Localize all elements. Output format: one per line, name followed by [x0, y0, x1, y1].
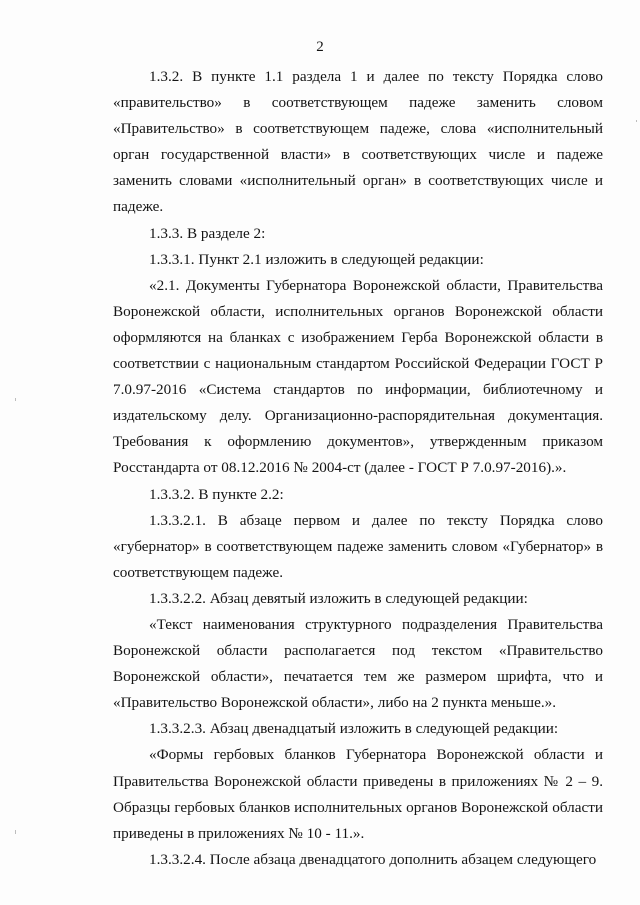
- scan-artifact: [15, 398, 16, 401]
- paragraph-1-3-3-2: 1.3.3.2. В пункте 2.2:: [149, 485, 284, 503]
- page-number: 2: [316, 39, 324, 55]
- paragraph-1-3-3-2-4: 1.3.3.2.4. После абзаца двенадцатого дополнить абзацем следующего: [149, 850, 597, 868]
- paragraph-quote-structural-unit: «Текст наименования структурного подразделения Правительства Воронежской области располагается под текстом «Правительство Воронежской области», печатается тем же размером шрифта, что и «Правительство Воронежской области», либо на 2 пункта меньше.».: [113, 615, 603, 712]
- scan-artifact: [636, 120, 637, 122]
- paragraph-1-3-2: 1.3.2. В пункте 1.1 раздела 1 и далее по тексту Порядка слово «правительство» в соответствующем падеже заменить словом «Правительство» в соответствующем падеже, слова «исполнительный орган государственной власти» в соответствующих числе и падеже заменить словами «исполнительный орган» в соответствующих числе и падеже.: [113, 68, 603, 216]
- paragraph-1-3-3-1: 1.3.3.1. Пункт 2.1 изложить в следующей редакции:: [149, 250, 484, 268]
- document-body: [113, 64, 603, 873]
- scan-artifact: [15, 830, 16, 834]
- paragraph-1-3-3-2-1: 1.3.3.2.1. В абзаце первом и далее по тексту Порядка слово «губернатор» в соответствующем падеже заменить словом «Губернатор» в соответствующем падеже.: [113, 511, 603, 581]
- paragraph-1-3-3: 1.3.3. В разделе 2:: [149, 224, 266, 242]
- paragraph-quote-blank-forms: «Формы гербовых бланков Губернатора Воронежской области и Правительства Воронежской области приведены в приложениях № 2 – 9. Образцы гербовых бланков исполнительных органов Воронежской области приведены в приложениях № 10 - 11.».: [113, 746, 603, 842]
- paragraph-1-3-3-2-2: 1.3.3.2.2. Абзац девятый изложить в следующей редакции:: [149, 589, 528, 607]
- paragraph-1-3-3-2-3: 1.3.3.2.3. Абзац двенадцатый изложить в следующей редакции:: [149, 720, 559, 738]
- paragraph-quote-2-1: «2.1. Документы Губернатора Воронежской области, Правительства Воронежской области, исполнительных органов Воронежской области оформляются на бланках с изображением Герба Воронежской области в соответствии с национальным стандартом Российской Федерации ГОСТ Р 7.0.97-2016 «Система стандартов по информации, библиотечному и издательскому делу. Организационно-распорядительная документация. Требования к оформлению документов», утвержденным приказом Росстандарта от 08.12.2016 № 2004-ст (далее - ГОСТ Р 7.0.97-2016).».: [113, 276, 603, 477]
